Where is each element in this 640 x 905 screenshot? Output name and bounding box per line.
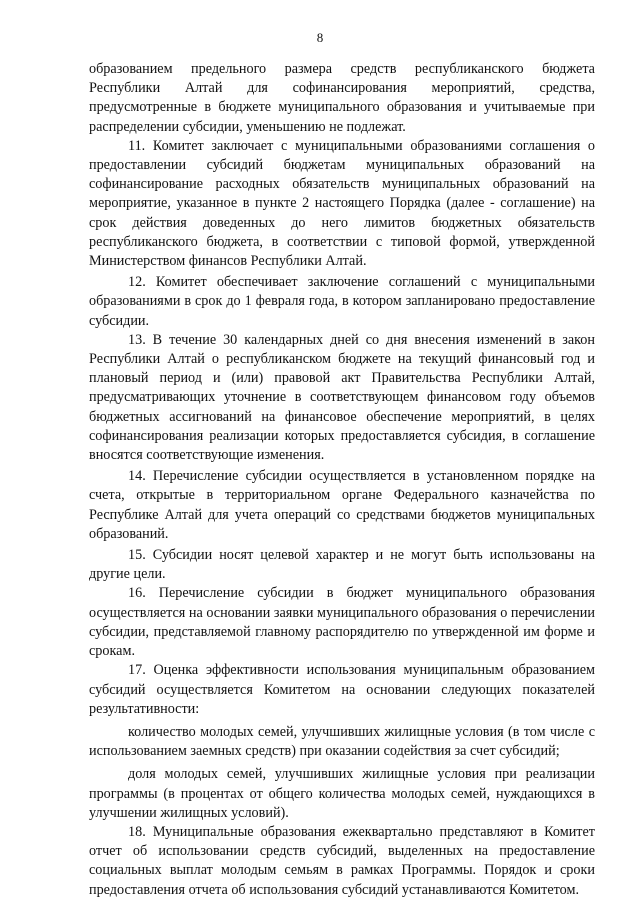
paragraph-14: 14. Перечисление субсидии осуществляется в установленном порядке на счета, открытые в территориальном органе Федерального казначейства по Республике Алтай для учета операций со средствами бюджетов муниципальных образований. xyxy=(89,468,595,542)
paragraph-11: 11. Комитет заключает с муниципальными образованиями соглашения о предоставлении субсидий бюджетам муниципальных образований на софинансирование расходных обязательств муниципальных образований на мероприятие, указанное в пункте 2 настоящего Порядка (далее - соглашение) на срок действия доведенных до него лимитов бюджетных обязательств республиканского бюджета, в соответствии с типовой формой, утвержденной Министерством финансов Республики Алтай. xyxy=(89,137,595,270)
paragraph-13: 13. В течение 30 календарных дней со дня внесения изменений в закон Республики Алтай о республиканском бюджете на текущий финансовый год и плановый период и (или) правовой акт Правительства Республики Алтай, предусматривающих уточнение в соответствующем финансовом году объемов бюджетных ассигнований на финансовое обеспечение мероприятий, в целях софинансирования реализации которых предоставляется субсидия, в соглашение вносятся соответствующие изменения. xyxy=(89,331,595,464)
paragraph-12: 12. Комитет обеспечивает заключение соглашений с муниципальными образованиями в срок до 1 февраля года, в котором запланировано предоставление субсидии. xyxy=(89,274,595,329)
paragraph-continuation: образованием предельного размера средств республиканского бюджета Республики Алтай для софинансирования мероприятий, средства, предусмотренные в бюджете муниципального образования и учитываемые при распределении субсидии, уменьшению не подлежат. xyxy=(89,61,595,135)
paragraph-17: 17. Оценка эффективности использования муниципальным образованием субсидий осуществляется Комитетом на основании следующих показателей результативности: xyxy=(89,662,595,717)
page-number: 8 xyxy=(316,30,324,45)
document-body xyxy=(89,60,595,900)
paragraph-15: 15. Субсидии носят целевой характер и не могут быть использованы на другие цели. xyxy=(89,547,595,583)
paragraph-17-indicator-1: количество молодых семей, улучшивших жилищные условия (в том числе с использованием заемных средств) при оказании содействия за счет субсидий; xyxy=(89,723,595,760)
paragraph-16: 16. Перечисление субсидии в бюджет муниципального образования осуществляется на основании заявки муниципального образования о перечислении субсидии, представляемой главному распорядителю по утвержденной им форме и срокам. xyxy=(89,585,595,660)
paragraph-17-indicator-2: доля молодых семей, улучшивших жилищные условия при реализации программы (в процентах от общего количества молодых семей, нуждающихся в улучшении жилищных условий). xyxy=(89,766,595,821)
paragraph-18: 18. Муниципальные образования ежеквартально представляют в Комитет отчет об использовании средств субсидий, выделенных на предоставление социальных выплат молодым семьям в рамках Программы. Порядок и сроки предоставления отчета об использования субсидий устанавливаются Комитетом. xyxy=(89,823,595,898)
